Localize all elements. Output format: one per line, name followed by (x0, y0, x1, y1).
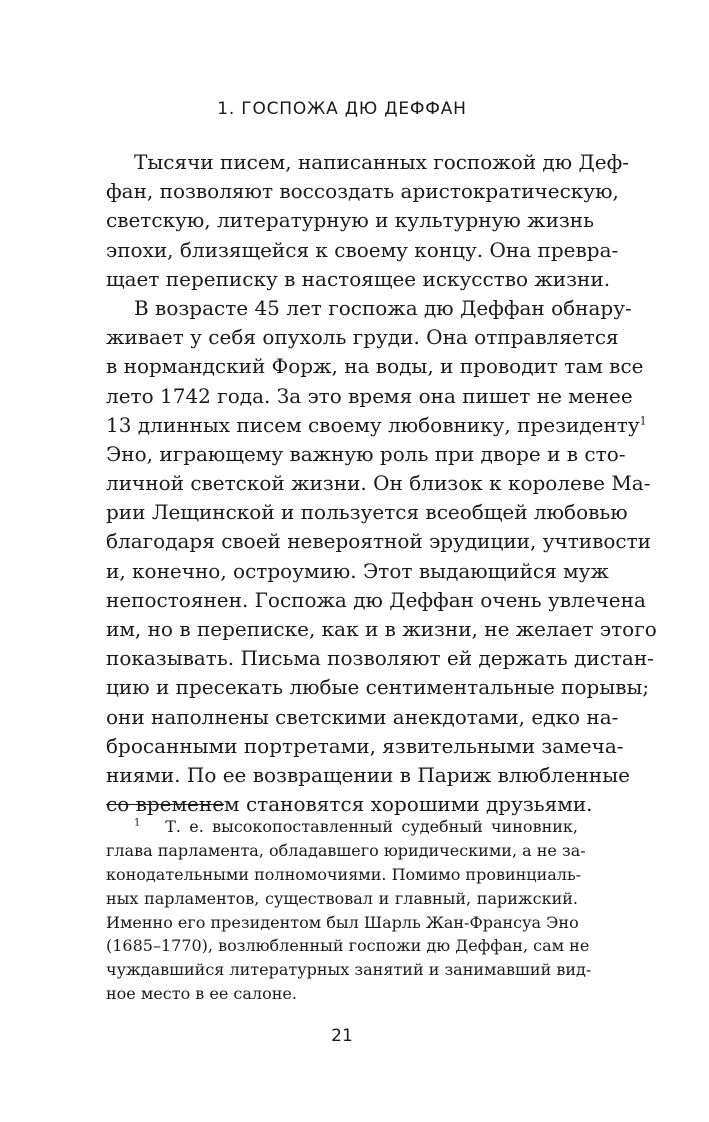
text-line: со временем становятся хорошими друзьями. (106, 792, 593, 817)
text-line-content: 13 длинных писем своему любовнику, президенту (106, 412, 640, 437)
paragraph-1 (106, 148, 630, 294)
text-line: показывать. Письма позволяют ей держать дистан- (106, 646, 654, 671)
text-line: щает переписку в настоящее искусство жизни. (106, 266, 611, 291)
text-line: бросанными портретами, язвительными замеча- (106, 733, 624, 758)
footnote-marker: 1 (134, 817, 141, 829)
text-line: лето 1742 года. За это время она пишет не менее (106, 383, 633, 408)
footnote-line: ное место в ее салоне. (106, 984, 297, 1004)
footnote-line: ных парламентов, существовал и главный, парижский. (106, 888, 578, 908)
text-line: в нормандский Форж, на воды, и проводит там все (106, 354, 644, 379)
footnote-line: конодательными полномочиями. Помимо провинциаль- (106, 864, 582, 884)
text-line: личной светской жизни. Он близок к королеве Ма- (106, 471, 651, 496)
text-line: Тысячи писем, написанных госпожой дю Деф- (134, 150, 630, 174)
footnote-line-content: Т. е. высокопоставленный судебный чиновник, (165, 817, 578, 836)
page-number: 21 (331, 1026, 353, 1046)
paragraph-2 (106, 294, 657, 819)
text-line: и, конечно, остроумию. Этот выдающийся муж (106, 558, 609, 583)
text-line: непостоянен. Госпожа дю Деффан очень увлечена (106, 587, 646, 612)
footnote-divider (106, 804, 224, 805)
text-line: эпохи, близящейся к своему концу. Она превра- (106, 237, 619, 262)
footnote-reference[interactable]: 1 (639, 414, 647, 428)
text-line: цию и пресекать любые сентиментальные порывы; (106, 675, 650, 700)
text-line-with-footnote-ref (106, 411, 647, 440)
text-line: живает у себя опухоль груди. Она отправляется (106, 325, 619, 350)
text-line: фан, позволяют воссоздать аристократическую, (106, 179, 619, 204)
text-line: благодаря своей невероятной эрудиции, учтивости (106, 529, 652, 554)
footnote-line: (1685–1770), возлюбленный госпожи дю Деффан, сам не (106, 936, 590, 956)
text-line: светскую, литературную и культурную жизнь (106, 208, 595, 233)
footnote-line (106, 815, 578, 839)
footnote-line: глава парламента, обладавшего юридическими, а не за- (106, 840, 586, 860)
text-line: В возрасте 45 лет госпожа дю Деффан обнару- (134, 295, 632, 320)
text-line: ниями. По ее возвращении в Париж влюбленные (106, 762, 630, 787)
footnote-line: чуждавшийся литературных занятий и занимавший вид- (106, 960, 592, 980)
text-line: им, но в переписке, как и в жизни, не желает этого (106, 617, 657, 641)
footnote-line: Именно его президентом был Шарль Жан-Франсуа Эно (106, 912, 579, 932)
text-line: рии Лещинской и пользуется всеобщей любовью (106, 500, 628, 525)
text-line: Эно, играющему важную роль при дворе и в сто- (106, 441, 626, 466)
text-line: они наполнены светскими анекдотами, едко на- (106, 704, 619, 729)
footnote (106, 815, 592, 1006)
chapter-title: 1. ГОСПОЖА ДЮ ДЕФФАН (217, 99, 467, 119)
body-text (106, 148, 657, 819)
